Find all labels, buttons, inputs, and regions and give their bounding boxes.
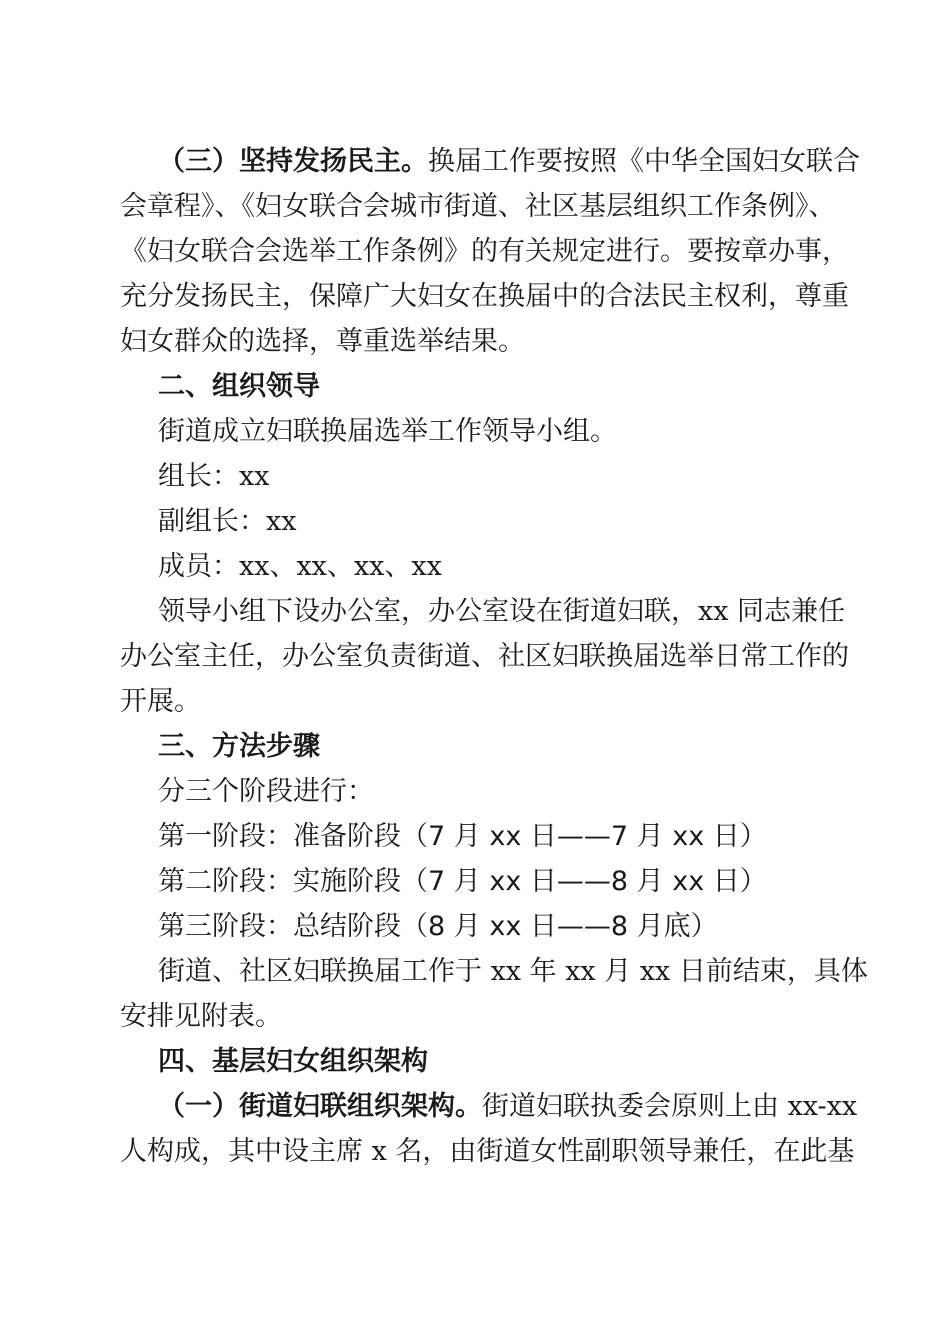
office-paragraph-line-1: 领导小组下设办公室，办公室设在街道妇联，xx 同志兼任 xyxy=(158,596,846,627)
paragraph-lead: （三）坚持发扬民主。 xyxy=(158,146,428,177)
office-paragraph-line-3: 开展。 xyxy=(120,686,201,717)
structure-paragraph-line-2: 人构成，其中设主席 x 名，由街道女性副职领导兼任，在此基 xyxy=(120,1136,855,1167)
paragraph-democracy-line-4: 充分发扬民主，保障广大妇女在换届中的合法民主权利，尊重 xyxy=(120,281,849,312)
office-paragraph-line-2: 办公室主任，办公室负责街道、社区妇联换届选举日常工作的 xyxy=(120,641,849,672)
group-leader: 组长：xx xyxy=(158,461,270,492)
paragraph-democracy-line-5: 妇女群众的选择，尊重选举结果。 xyxy=(120,326,525,357)
stage-2: 第二阶段：实施阶段（7 月 xx 日——8 月 xx 日） xyxy=(158,866,767,897)
structure-paragraph-line-1 xyxy=(158,1087,858,1127)
schedule-line-2: 安排见附表。 xyxy=(120,1001,282,1032)
paragraph-text: 街道妇联执委会原则上由 xx-xx xyxy=(482,1091,858,1122)
stage-1: 第一阶段：准备阶段（7 月 xx 日——7 月 xx 日） xyxy=(158,821,767,852)
paragraph-text: 换届工作要按照《中华全国妇女联合 xyxy=(428,146,860,177)
stage-3: 第三阶段：总结阶段（8 月 xx 日——8 月底） xyxy=(158,911,718,942)
deputy-leader: 副组长：xx xyxy=(158,506,297,537)
paragraph-democracy-line-3: 《妇女联合会选举工作条例》的有关规定进行。要按章办事， xyxy=(120,236,849,267)
paragraph-democracy-line-2: 会章程》、《妇女联合会城市街道、社区基层组织工作条例》、 xyxy=(120,191,836,222)
section-heading-structure: 四、基层妇女组织架构 xyxy=(158,1046,428,1077)
section-heading-organization: 二、组织领导 xyxy=(158,371,320,402)
organization-intro: 街道成立妇联换届选举工作领导小组。 xyxy=(158,416,617,447)
section-heading-methods: 三、方法步骤 xyxy=(158,731,320,762)
methods-intro: 分三个阶段进行： xyxy=(158,776,374,807)
schedule-line-1: 街道、社区妇联换届工作于 xx 年 xx 月 xx 日前结束，具体 xyxy=(158,956,868,987)
group-members: 成员：xx、xx、xx、xx xyxy=(158,551,442,582)
paragraph-democracy-line-1 xyxy=(158,142,860,182)
paragraph-lead: （一）街道妇联组织架构。 xyxy=(158,1091,482,1122)
